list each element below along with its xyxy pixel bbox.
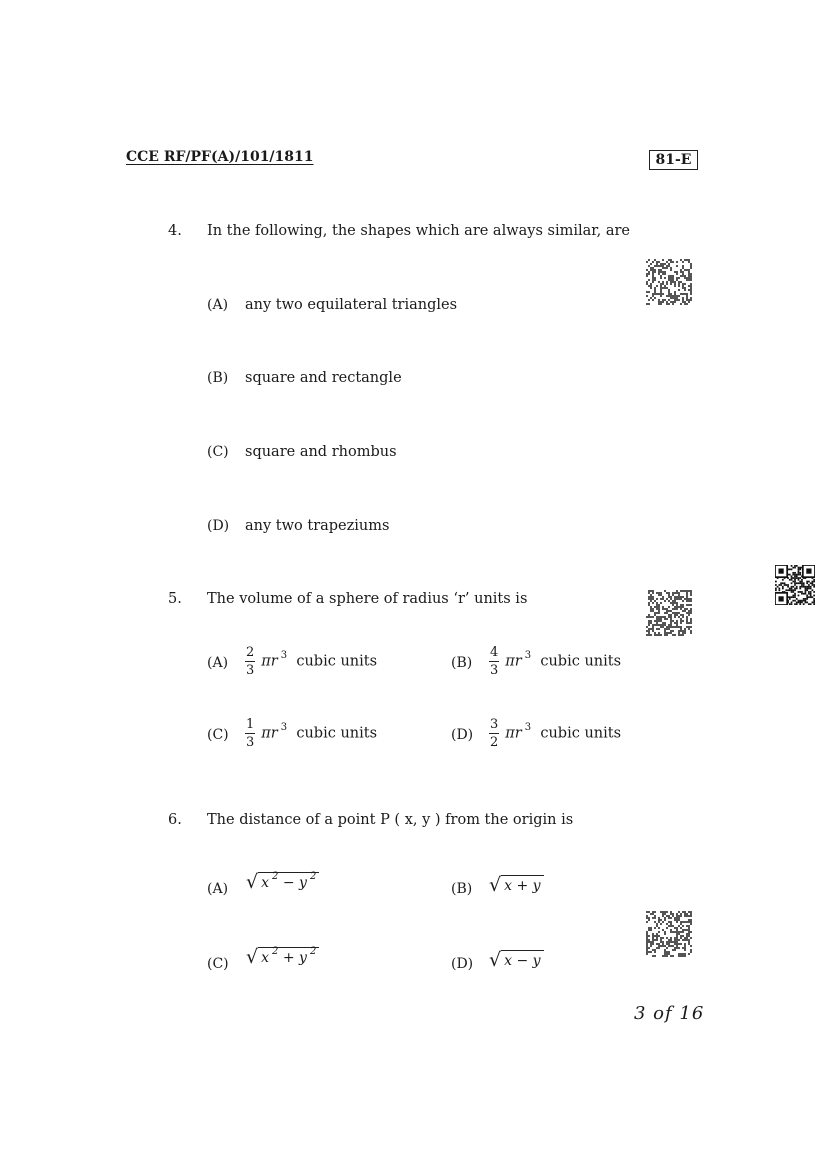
question-6-number: 6. bbox=[168, 812, 182, 828]
q4-option-b-text: square and rectangle bbox=[245, 370, 402, 386]
q4-option-c-text: square and rhombus bbox=[245, 444, 397, 460]
q5-option-d-label: (D) bbox=[451, 727, 474, 743]
question-4-number: 4. bbox=[168, 223, 182, 239]
q4-option-c-label: (C) bbox=[207, 444, 229, 460]
q6-option-b-label: (B) bbox=[451, 881, 473, 897]
qr-code-icon bbox=[775, 565, 815, 605]
question-5-text: The volume of a sphere of radius ‘r’ units is bbox=[207, 591, 528, 607]
sqrt-icon: √ bbox=[246, 946, 259, 968]
q6-option-b-expr: √ x + y bbox=[489, 874, 544, 896]
q4-option-b-label: (B) bbox=[207, 370, 229, 386]
q5-option-c-label: (C) bbox=[207, 727, 229, 743]
question-5-number: 5. bbox=[168, 591, 182, 607]
q4-option-d-label: (D) bbox=[207, 518, 230, 534]
q6-option-d-expr: √ x − y bbox=[489, 949, 544, 971]
q5-option-a-expr: $\frac{2}{3}$ πr $^3$ cubic units bbox=[246, 645, 378, 678]
q6-option-a-label: (A) bbox=[207, 881, 229, 897]
q5-option-a-label: (A) bbox=[207, 655, 229, 671]
paper-code-box: 81-E bbox=[649, 150, 698, 170]
sqrt-icon: √ bbox=[489, 874, 502, 896]
fraction: $\frac{4}{3}$ bbox=[490, 645, 499, 678]
q4-option-a-label: (A) bbox=[207, 297, 229, 313]
q6-option-c-label: (C) bbox=[207, 956, 229, 972]
q6-option-c-expr: √ x $^2$ + y $^2$ bbox=[246, 946, 319, 968]
q5-option-b-expr: $\frac{4}{3}$ πr $^3$ cubic units bbox=[490, 645, 622, 678]
question-4-text: In the following, the shapes which are always similar, are bbox=[207, 223, 630, 239]
fraction: $\frac{1}{3}$ bbox=[246, 717, 255, 750]
qr-code-icon bbox=[646, 259, 692, 305]
q4-option-d-text: any two trapeziums bbox=[245, 518, 390, 534]
q6-option-a-expr: √ x $^2$ − y $^2$ bbox=[246, 871, 319, 893]
q5-option-b-label: (B) bbox=[451, 655, 473, 671]
question-6-text: The distance of a point P ( x, y ) from the origin is bbox=[207, 812, 574, 828]
page-number: 3 of 16 bbox=[634, 1003, 705, 1024]
q5-option-c-expr: $\frac{1}{3}$ πr $^3$ cubic units bbox=[246, 717, 378, 750]
q5-option-d-expr: $\frac{3}{2}$ πr $^3$ cubic units bbox=[490, 717, 622, 750]
qr-code-icon bbox=[646, 590, 692, 636]
fraction: $\frac{2}{3}$ bbox=[246, 645, 255, 678]
fraction: $\frac{3}{2}$ bbox=[490, 717, 499, 750]
q4-option-a-text: any two equilateral triangles bbox=[245, 297, 458, 313]
q6-option-d-label: (D) bbox=[451, 956, 474, 972]
sqrt-icon: √ bbox=[246, 871, 259, 893]
qr-code-icon bbox=[646, 911, 692, 957]
paper-code: CCE RF/PF(A)/101/1811 bbox=[126, 149, 314, 165]
sqrt-icon: √ bbox=[489, 949, 502, 971]
